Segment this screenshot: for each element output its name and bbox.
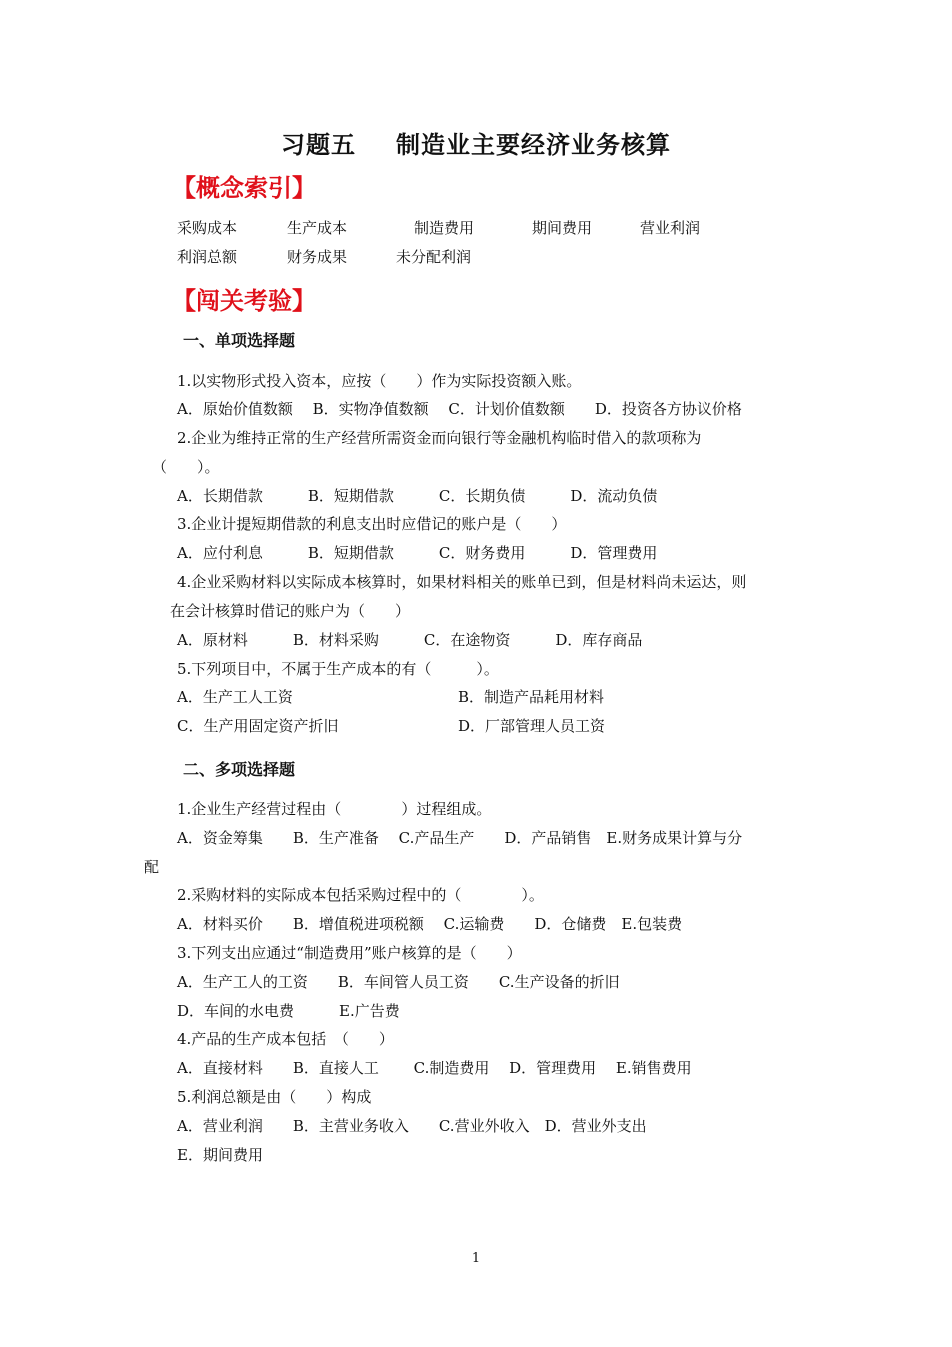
question-line: 2.采购材料的实际成本包括采购过程中的（ ）。 [177,886,544,904]
question-line: 在会计核算时借记的账户为（ ） [170,602,411,620]
option-line: A．营业利润 B．主营业务收入 C.营业外收入 D．营业外支出 [177,1117,647,1135]
title-topic: 制造业主要经济业务核算 [396,131,671,159]
option-line: A．生产工人工资 [177,688,293,706]
option-line: A．原材料 B．材料采购 C．在途物资 D．库存商品 [177,631,643,649]
question-line: 5.下列项目中，不属于生产成本的有（ ）。 [177,660,499,678]
option-line: A．长期借款 B．短期借款 C．长期负债 D．流动负债 [177,487,658,505]
concept-item: 制造费用 [414,219,475,237]
concept-item: 未分配利润 [396,248,472,266]
concept-item: 财务成果 [287,248,348,266]
concept-item: 营业利润 [640,219,701,237]
question-line: 4.企业采购材料以实际成本核算时，如果材料相关的账单已到，但是材料尚未运达，则 [177,573,747,591]
page-number: 1 [471,1251,481,1266]
heading-single-choice: 一、单项选择题 [183,331,296,350]
option-line: A．直接材料 B．直接人工 C.制造费用 D．管理费用 E.销售费用 [177,1059,692,1077]
option-line: A．原始价值数额 B．实物净值数额 C．计划价值数额 D．投资各方协议价格 [177,400,742,418]
question-line: 1.企业生产经营过程由（ ）过程组成。 [177,800,492,818]
option-line: C．生产用固定资产折旧 [177,717,339,735]
section-exam: 【闯关考验】 [172,287,316,315]
option-line: D．厂部管理人员工资 [458,717,606,735]
concept-item: 采购成本 [177,219,238,237]
concept-item: 利润总额 [177,248,238,266]
page-title [0,125,952,160]
option-line: A．资金筹集 B．生产准备 C.产品生产 D．产品销售 E.财务成果计算与分 [177,829,743,847]
option-line: B．制造产品耗用材料 [458,688,605,706]
question-line: 2.企业为维持正常的生产经营所需资金而向银行等金融机构临时借入的款项称为 [177,429,702,447]
title-number: 习题五 [281,131,356,159]
option-line: D．车间的水电费 E.广告费 [177,1002,400,1020]
option-line: E．期间费用 [177,1146,263,1164]
question-line: 3.企业计提短期借款的利息支出时应借记的账户是（ ） [177,515,567,533]
question-line: 5.利润总额是由（ ）构成 [177,1088,372,1106]
question-line: （ ）。 [152,458,220,476]
option-line: A．材料买价 B．增值税进项税额 C.运输费 D．仓储费 E.包装费 [177,915,683,933]
question-line: 1.以实物形式投入资本，应按（ ）作为实际投资额入账。 [177,372,582,390]
heading-multiple-choice: 二、多项选择题 [183,760,296,779]
question-line: 3.下列支出应通过“制造费用”账户核算的是（ ） [177,944,522,962]
section-concepts: 【概念索引】 [172,174,316,202]
concept-item: 生产成本 [287,219,348,237]
option-line: A．生产工人的工资 B．车间管人员工资 C.生产设备的折旧 [177,973,620,991]
option-line: 配 [144,858,160,876]
option-line: A．应付利息 B．短期借款 C．财务费用 D．管理费用 [177,544,658,562]
question-line: 4.产品的生产成本包括 （ ） [177,1030,394,1048]
concept-item: 期间费用 [532,219,593,237]
